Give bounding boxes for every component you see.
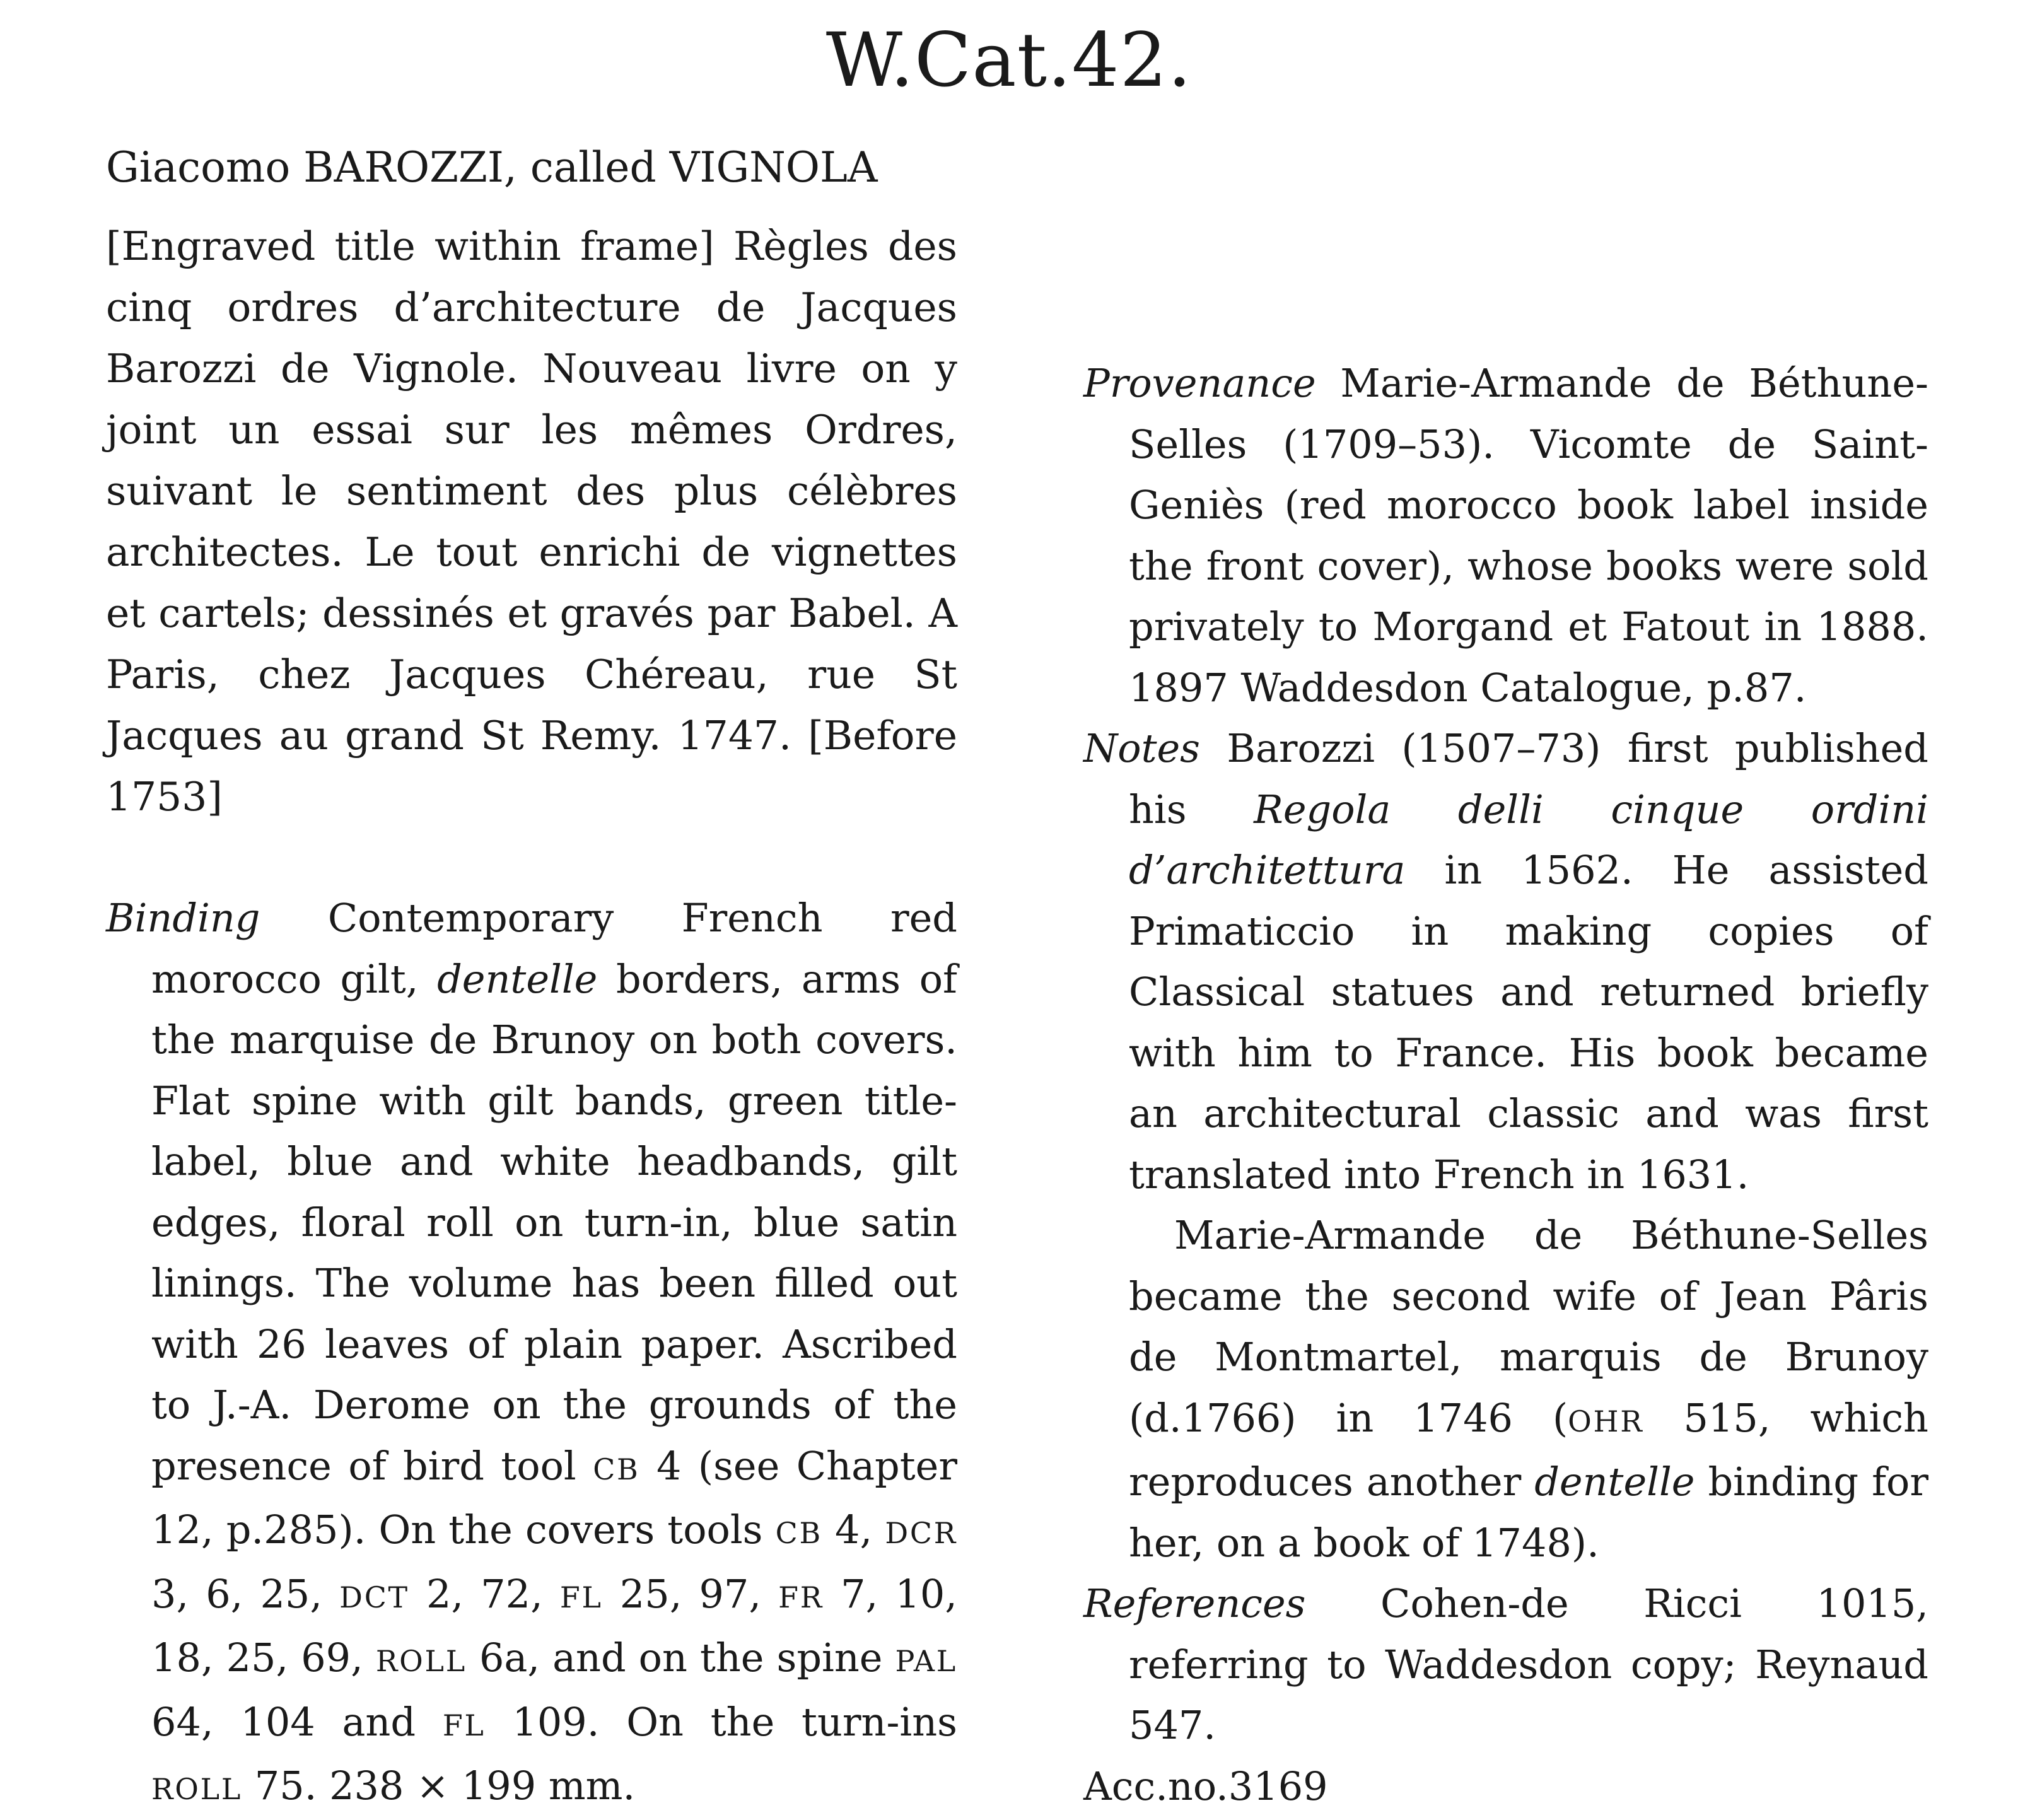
notes-text: Barozzi (1507–73) first published his (1129, 725, 1928, 832)
tool-code: DCR (885, 1516, 957, 1550)
tool-code: FL (559, 1580, 603, 1614)
accession-number: Acc.no.3169 (1083, 1763, 1328, 1809)
notes-text: binding for her, on a book of 1748). (1129, 1459, 1928, 1566)
reference-code: OHR (1568, 1404, 1644, 1438)
binding-text: 25, 97, (602, 1570, 779, 1617)
notes-text: in 1562. He assisted Primaticcio in making copies of Classical statues and returned briefly with him to France. His book became an architectural classic and was first translated into French in 1631. (1129, 847, 1928, 1198)
provenance-text: Marie-Armande de Béthune-Selles (1709–53). Vicomte de Saint-Geniès (red morocco book label inside the front cover), whose books were sold privately to Morgand et Fatout in 1888. 1897 Waddesdon Catalogue, p.87. (1129, 360, 1928, 711)
binding-text: 64, 104 and (151, 1698, 443, 1745)
references-entry (1083, 1573, 1928, 1756)
notes-entry (1083, 718, 1928, 1205)
binding-text: 4 (see Chapter 12, p.285). On the covers tools (151, 1442, 957, 1553)
title-transcription: [Engraved title within frame] Règles des cinq ordres d’architecture de Jacques Barozzi de Vignole. Nouveau livre on y joint un essai sur les mêmes Ordres, suivant le sentiment des plus célèbres architectes. Le tout enrichi de vignettes et cartels; dessinés et gravés par Babel. A Paris, chez Jacques Chéreau, rue St Jacques au grand St Remy. 1747. [Before 1753] (106, 223, 957, 820)
references-label: References (1083, 1580, 1306, 1626)
binding-text: 6a, and on the spine (466, 1635, 895, 1681)
tool-code: FR (778, 1580, 824, 1614)
notes-italic-title: Regola delli cinque ordini d’architettura (1129, 786, 1928, 893)
tool-code: FL (442, 1708, 486, 1742)
notes-text: Marie-Armande de Béthune-Selles became the second wife of Jean Pâris de Montmartel, marquis de Brunoy (d.1766) in 1746 ( (1129, 1212, 1928, 1441)
tool-code: ROLL (375, 1644, 467, 1678)
binding-text: 4, (822, 1507, 885, 1553)
binding-text: Contemporary French red morocco gilt, (151, 895, 957, 1002)
tool-code: CB (593, 1452, 640, 1486)
notes-paragraph-2 (1083, 1205, 1928, 1573)
binding-label: Binding (106, 895, 260, 941)
binding-text: 75. 238 × 199 mm. (242, 1763, 636, 1809)
binding-italic: dentelle (437, 955, 598, 1002)
tool-code: PAL (895, 1644, 957, 1678)
notes-italic: dentelle (1534, 1459, 1695, 1505)
provenance-entry (1083, 353, 1928, 718)
tool-code: CB (775, 1516, 822, 1550)
binding-text: 2, 72, (409, 1570, 560, 1617)
binding-text: 109. On the turn-ins (485, 1698, 957, 1745)
notes-text: 515, which reproduces another (1129, 1394, 1928, 1505)
author-name: Giacomo BAROZZI, called VIGNOLA (106, 143, 878, 192)
catalogue-number: W.Cat.42. (825, 16, 1193, 103)
notes-label: Notes (1083, 725, 1201, 771)
binding-text: borders, arms of the marquise de Brunoy on both covers. Flat spine with gilt bands, green title-label, blue and white headbands, gilt edges, floral roll on turn-in, blue satin linings. The volume has been filled out with 26 leaves of plain paper. Ascribed to J.-A. Derome on the grounds of the presence of bird tool (151, 955, 957, 1489)
references-text: Cohen-de Ricci 1015, referring to Waddesdon copy; Reynaud 547. (1129, 1580, 1928, 1748)
left-column (106, 137, 957, 1820)
right-column (1083, 353, 1928, 1817)
tool-code: DCT (339, 1580, 409, 1614)
binding-entry (106, 888, 957, 1820)
tool-code: ROLL (151, 1772, 243, 1806)
binding-text: 7, 10, 18, 25, 69, (151, 1570, 957, 1681)
binding-text: 3, 6, 25, (151, 1570, 340, 1617)
provenance-label: Provenance (1083, 360, 1316, 406)
